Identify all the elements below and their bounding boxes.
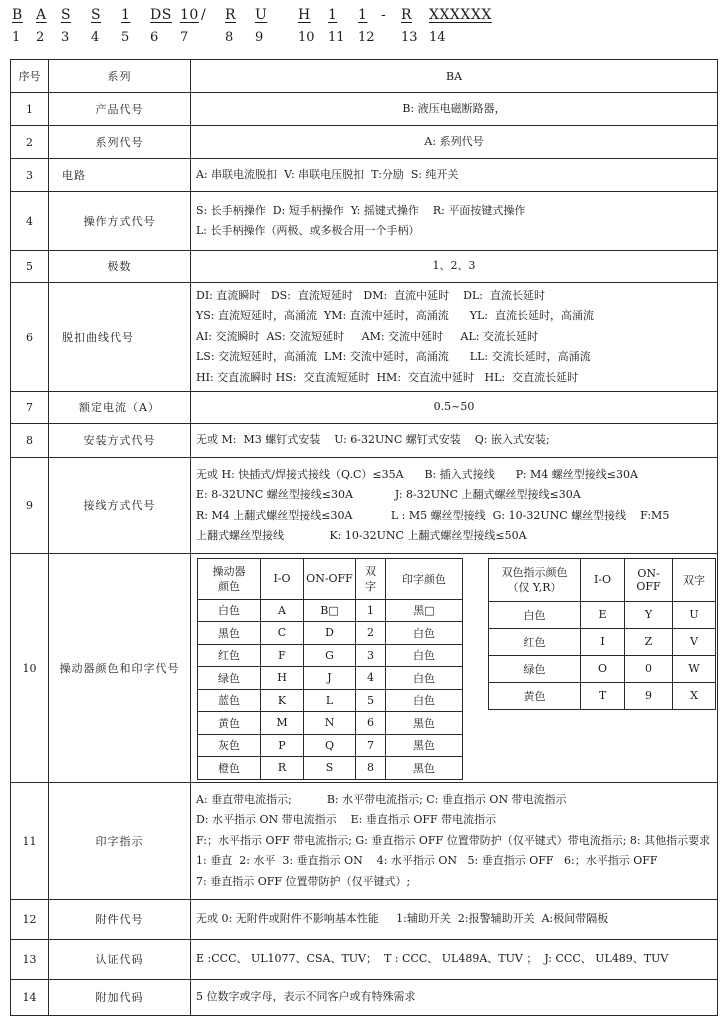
nested-row: [198, 712, 463, 735]
row-no: 14: [11, 980, 49, 1016]
code-letter: 1: [328, 7, 338, 23]
code-segment: [298, 6, 328, 45]
cell: T: [581, 682, 625, 709]
row-no: 12: [11, 900, 49, 940]
cell: 橙色: [198, 757, 261, 780]
header-onoff: ON-OFF: [625, 558, 673, 601]
row-label: 印字指示: [49, 783, 191, 900]
cell: 白色: [386, 644, 463, 667]
nested-row: [489, 655, 716, 682]
content-line: S: 长手柄操作 D: 短手柄操作 Y: 摇键式操作 R: 平面按键式操作: [196, 203, 526, 217]
row-content: [191, 783, 718, 900]
header-series: 系列: [49, 60, 191, 93]
table-row: [11, 93, 718, 126]
row-no: 5: [11, 251, 49, 283]
header-series-value: BA: [191, 60, 718, 93]
content-line: A: 垂直带电流指示; B: 水平带电流指示; C: 垂直指示 ON 带电流指示: [196, 792, 567, 806]
code-segment: [36, 6, 61, 45]
content-line: 0.5~50: [433, 400, 475, 414]
content-line: D: 水平指示 ON 带电流指示 E: 垂直指示 OFF 带电流指示: [196, 813, 497, 827]
row-label: 附加代码: [49, 980, 191, 1016]
cell: 白色: [198, 599, 261, 622]
row-no: 7: [11, 392, 49, 424]
row-label: 产品代号: [49, 93, 191, 126]
cell: Q: [304, 734, 356, 757]
table-row: [11, 980, 718, 1016]
table-row: [11, 251, 718, 283]
code-letter: R: [401, 7, 413, 23]
row-label: 操作方式代号: [49, 192, 191, 251]
code-letter: B: [12, 7, 23, 23]
model-code-row: [12, 6, 727, 45]
row-content: [191, 192, 718, 251]
cell: I: [581, 628, 625, 655]
code-letter: DS: [150, 7, 172, 23]
cell: B□: [304, 599, 356, 622]
code-letter: 1: [358, 7, 368, 23]
code-segment: [61, 6, 91, 45]
content-line: 1: 垂直 2: 水平 3: 垂直指示 ON 4: 水平指示 ON 5: 垂直指示 OFF 6:；水平指示 OFF: [196, 854, 658, 868]
content-line: HI: 交直流瞬时 HS: 交直流短延时 HM: 交直流中延时 HL: 交直流长延时: [196, 370, 579, 384]
header-seq: 序号: [11, 60, 49, 93]
row-label: 附件代号: [49, 900, 191, 940]
code-segment: [358, 6, 381, 45]
code-segment: [12, 6, 36, 45]
row-content: [191, 980, 718, 1016]
content-line: 无或 M: M3 螺钉式安装 U: 6-32UNC 螺钉式安装 Q: 嵌入式安装;: [196, 433, 550, 447]
nested-row: [198, 734, 463, 757]
cell: O: [581, 655, 625, 682]
code-segment: [429, 6, 492, 45]
cell: 红色: [489, 628, 581, 655]
row-no: 1: [11, 93, 49, 126]
table-row: [11, 283, 718, 392]
cell: 白色: [386, 622, 463, 645]
code-segment: [121, 6, 150, 45]
code-position-number: 1: [12, 30, 21, 45]
cell: 黄色: [489, 682, 581, 709]
code-segment: [401, 6, 429, 45]
table-row: [11, 392, 718, 424]
nested-row: [198, 599, 463, 622]
table-row: [11, 783, 718, 900]
header-io: I-O: [261, 558, 304, 599]
code-position-number: 2: [36, 30, 45, 45]
table-row: [11, 554, 718, 783]
header-print-color: 印字颜色: [386, 558, 463, 599]
spec-table: [10, 59, 718, 1016]
cell: 白色: [489, 601, 581, 628]
table-row: [11, 126, 718, 159]
cell: 3: [356, 644, 386, 667]
code-position-number: 11: [328, 30, 345, 45]
row-no: 13: [11, 940, 49, 980]
cell: 黑色: [386, 757, 463, 780]
cell: 0: [625, 655, 673, 682]
code-letter: R: [225, 7, 237, 23]
cell: F: [261, 644, 304, 667]
content-line: E :CCC、 UL1077、CSA、TUV； T : CCC、 UL489A、TUV ； J: CCC、 UL489、TUV: [196, 952, 669, 966]
cell: 4: [356, 667, 386, 690]
content-line: R: M4 上翻式螺丝型接线≤30A L : M5 螺丝型接线 G: 10-32UNC 螺丝型接线 F:M5: [196, 508, 670, 522]
row-label: 额定电流（A）: [49, 392, 191, 424]
row-content: [191, 126, 718, 159]
row-no: 4: [11, 192, 49, 251]
nested-row: [198, 667, 463, 690]
nested-header-row: [489, 558, 716, 601]
content-line: 上翻式螺丝型接线 K: 10-32UNC 上翻式螺丝型接线≤50A: [196, 529, 527, 542]
code-position-number: 7: [180, 30, 189, 45]
table-row: [11, 159, 718, 192]
code-position-number: 10: [298, 30, 315, 45]
cell: 5: [356, 689, 386, 712]
code-letter: 1: [121, 7, 131, 23]
code-letter: H: [298, 7, 311, 23]
code-letter: S: [91, 7, 102, 23]
cell: 黑色: [386, 734, 463, 757]
cell: G: [304, 644, 356, 667]
cell: L: [304, 689, 356, 712]
cell: N: [304, 712, 356, 735]
code-position-number: 4: [91, 30, 100, 45]
content-line: 无或 0: 无附件或附件不影响基本性能 1:辅助开关 2:报警辅助开关 A:极间带隔板: [196, 912, 609, 926]
cell: 1: [356, 599, 386, 622]
code-separator-slash: [201, 6, 225, 31]
table-row: [11, 900, 718, 940]
row-no: 9: [11, 458, 49, 554]
code-letter: U: [255, 7, 268, 23]
content-line: DI: 直流瞬时 DS: 直流短延时 DM: 直流中延时 DL: 直流长延时: [196, 288, 545, 302]
row-no: 11: [11, 783, 49, 900]
cell: 灰色: [198, 734, 261, 757]
table-row: [11, 192, 718, 251]
row-no: 3: [11, 159, 49, 192]
row-no: 8: [11, 424, 49, 458]
code-letter: A: [36, 7, 47, 23]
cell: X: [673, 682, 716, 709]
cell: C: [261, 622, 304, 645]
nested-row: [489, 601, 716, 628]
cell: 8: [356, 757, 386, 780]
row-content: [191, 93, 718, 126]
row-label: 系列代号: [49, 126, 191, 159]
cell: 黑□: [386, 599, 463, 622]
cell: D: [304, 622, 356, 645]
content-line: YS: 直流短延时，高涌流 YM: 直流中延时，高涌流 YL: 直流长延时，高涌流: [196, 309, 594, 323]
row-label: 极数: [49, 251, 191, 283]
row-content: [191, 283, 718, 392]
cell: 黄色: [198, 712, 261, 735]
table-row: [11, 940, 718, 980]
cell: U: [673, 601, 716, 628]
code-segment: [180, 6, 201, 45]
code-segment: [150, 6, 180, 45]
cell: E: [581, 601, 625, 628]
cell: 7: [356, 734, 386, 757]
cell: 2: [356, 622, 386, 645]
code-position-number: 8: [225, 30, 234, 45]
nested-tables-wrap: [193, 557, 715, 780]
content-line: A: 系列代号: [424, 134, 484, 148]
row-content: [191, 392, 718, 424]
cell: 红色: [198, 644, 261, 667]
cell: 6: [356, 712, 386, 735]
content-line: 7: 垂直指示 OFF 位置带防护（仅平键式）;: [196, 874, 411, 888]
content-line: 5 位数字或字母，表示不同客户或有特殊需求: [196, 990, 416, 1004]
content-line: A: 串联电流脱扣 V: 串联电压脱扣 T:分励 S: 纯开关: [196, 167, 459, 181]
cell: 绿色: [198, 667, 261, 690]
code-position-number: 5: [121, 30, 130, 45]
nested-header-row: [198, 558, 463, 599]
cell: M: [261, 712, 304, 735]
row-label: 认证代码: [49, 940, 191, 980]
header-io: I-O: [581, 558, 625, 601]
content-line: AI: 交流瞬时 AS: 交流短延时 AM: 交流中延时 AL: 交流长延时: [196, 329, 538, 343]
cell: W: [673, 655, 716, 682]
header-dual-color: 双色指示颜色 （仅 Y,R）: [489, 558, 581, 601]
code-segment: [328, 6, 358, 45]
table-row: [11, 424, 718, 458]
code-segment: [91, 6, 121, 45]
nested-row: [198, 644, 463, 667]
row-no: 2: [11, 126, 49, 159]
cell: H: [261, 667, 304, 690]
row-label: 脱扣曲线代号: [49, 283, 191, 392]
code-position-number: 3: [61, 30, 70, 45]
cell: 白色: [386, 667, 463, 690]
row-content: [191, 159, 718, 192]
row-label: 操动器颜色和印字代号: [49, 554, 191, 783]
cell: K: [261, 689, 304, 712]
row-no: 10: [11, 554, 49, 783]
header-actuator-color: 操动器 颜色: [198, 558, 261, 599]
code-letter: 10: [180, 7, 199, 23]
cell: A: [261, 599, 304, 622]
row-label: 接线方式代号: [49, 458, 191, 554]
cell: P: [261, 734, 304, 757]
cell: 9: [625, 682, 673, 709]
code-position-number: 6: [150, 30, 159, 45]
code-separator-dash: [381, 6, 401, 31]
slash-glyph: /: [201, 7, 207, 23]
content-line: F:；水平指示 OFF 带电流指示; G: 垂直指示 OFF 位置带防护（仅平键式）带电流指示; 8: 其他指示要求: [196, 833, 711, 847]
code-segment: [225, 6, 255, 45]
row-label: 电路: [49, 159, 191, 192]
cell: Z: [625, 628, 673, 655]
nested-row: [489, 682, 716, 709]
code-position-number: 12: [358, 30, 375, 45]
dash-glyph: -: [381, 7, 387, 23]
content-line: 1、2、3: [432, 259, 476, 273]
nested-row: [198, 622, 463, 645]
nested-row: [489, 628, 716, 655]
header-double-char: 双字: [673, 558, 716, 601]
row-content: [191, 251, 718, 283]
dual-color-indicator-table: [488, 558, 716, 710]
header-onoff: ON-OFF: [304, 558, 356, 599]
code-position-number: 13: [401, 30, 418, 45]
cell: 黑色: [198, 622, 261, 645]
nested-row: [198, 757, 463, 780]
cell: R: [261, 757, 304, 780]
row-no: 6: [11, 283, 49, 392]
code-segment: [255, 6, 298, 45]
cell: 白色: [386, 689, 463, 712]
model-code-legend: [0, 0, 727, 45]
content-line: E: 8-32UNC 螺丝型接线≤30A J: 8-32UNC 上翻式螺丝型接线≤30A: [196, 488, 581, 501]
cell: 蓝色: [198, 689, 261, 712]
cell: V: [673, 628, 716, 655]
actuator-color-table: [197, 558, 463, 780]
cell: Y: [625, 601, 673, 628]
code-letter: XXXXXX: [429, 7, 492, 23]
code-letter: S: [61, 7, 72, 23]
content-line: LS: 交流短延时，高涌流 LM: 交流中延时，高涌流 LL: 交流长延时，高涌流: [196, 350, 591, 364]
table-row: [11, 458, 718, 554]
cell: J: [304, 667, 356, 690]
row-content: [191, 554, 718, 783]
row-content: [191, 458, 718, 554]
cell: 黑色: [386, 712, 463, 735]
row-content: [191, 424, 718, 458]
content-line: B: 液压电磁断路器，: [402, 101, 506, 115]
table-header-row: [11, 60, 718, 93]
cell: S: [304, 757, 356, 780]
content-line: 无或 H: 快插式/焊接式接线（Q.C）≤35A B: 插入式接线 P: M4 螺丝型接线≤30A: [196, 467, 638, 481]
nested-row: [198, 689, 463, 712]
code-position-number: 14: [429, 30, 446, 45]
cell: 绿色: [489, 655, 581, 682]
row-content: [191, 900, 718, 940]
code-position-number: 9: [255, 30, 264, 45]
header-double-char: 双 字: [356, 558, 386, 599]
row-label: 安装方式代号: [49, 424, 191, 458]
row-content: [191, 940, 718, 980]
content-line: L: 长手柄操作（两极、或多极合用一个手柄）: [196, 224, 420, 237]
